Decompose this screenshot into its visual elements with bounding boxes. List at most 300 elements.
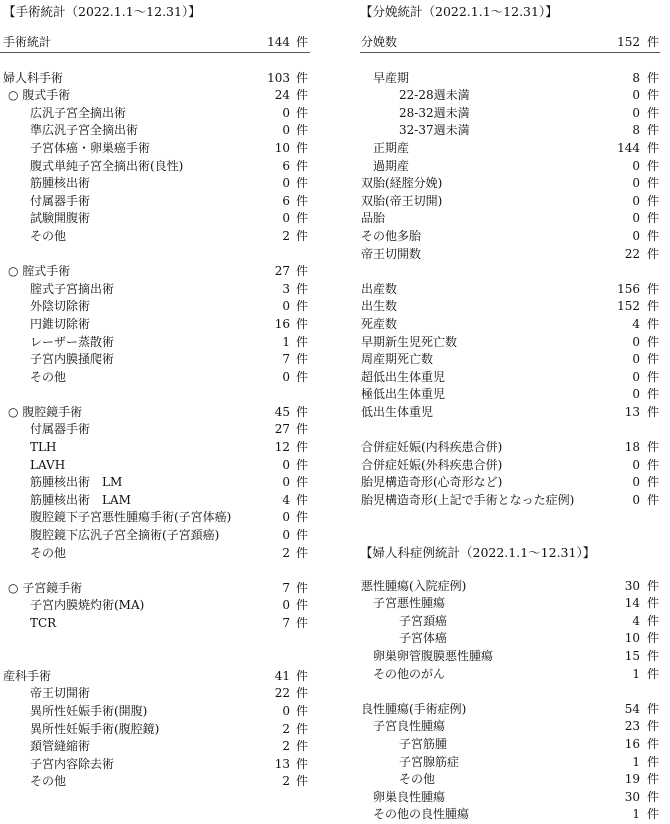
row-label: 腟式子宮摘出術 [30, 281, 115, 296]
row-unit: 件 [647, 596, 660, 611]
row-label: 筋腫核出術 [30, 176, 91, 191]
row-value: 0 [632, 387, 640, 402]
table-row [360, 175, 670, 193]
row-unit: 件 [296, 422, 309, 437]
row-value: 13 [624, 404, 640, 419]
row-value: 152 [617, 299, 640, 314]
row-label: 筋腫核出術 LM [30, 475, 123, 490]
table-row [360, 439, 670, 457]
table-row [0, 175, 320, 193]
table-row [0, 351, 320, 369]
row-value: 2 [282, 774, 290, 789]
row-value: 54 [624, 701, 640, 716]
row-label: 出生数 [361, 299, 398, 314]
row-label: 28-32週未満 [399, 105, 470, 120]
row-label: ○ 腹腔鏡手術 [8, 404, 83, 419]
row-value: 0 [282, 105, 290, 120]
row-unit: 件 [647, 457, 660, 472]
row-label: 帝王切開術 [30, 686, 91, 701]
table-row [360, 666, 670, 684]
table-row [0, 721, 320, 739]
row-value: 156 [617, 281, 640, 296]
row-label: 22-28週未満 [399, 88, 470, 103]
row-label: TCR [30, 616, 57, 630]
table-row [0, 298, 320, 316]
table-row [360, 122, 670, 140]
row-label: 良性腫瘍(手術症例) [361, 701, 467, 716]
spacer-row [0, 386, 320, 404]
row-value: 1 [282, 334, 290, 349]
row-label: 合併症妊娠(内科疾患合併) [361, 440, 503, 455]
row-unit: 件 [647, 140, 660, 155]
row-value: 6 [282, 158, 290, 173]
row-unit: 件 [647, 70, 660, 85]
row-label: 胎児構造奇形(心奇形など) [361, 475, 503, 490]
row-value: 1 [632, 666, 640, 681]
row-unit: 件 [296, 404, 309, 419]
row-value: 0 [282, 369, 290, 384]
row-label: 卵巣良性腫瘍 [373, 789, 446, 804]
row-unit: 件 [647, 158, 660, 173]
row-value: 4 [632, 613, 640, 628]
delivery-total-unit: 件 [647, 35, 660, 49]
row-value: 0 [632, 492, 640, 507]
row-unit: 件 [647, 736, 660, 751]
row-value: 7 [282, 616, 290, 630]
row-label: 32-37週未満 [399, 123, 470, 138]
row-unit: 件 [647, 123, 660, 138]
row-unit: 件 [647, 211, 660, 226]
table-row [0, 580, 320, 598]
row-label: その他 [30, 545, 67, 560]
table-row [360, 369, 670, 387]
row-unit: 件 [296, 616, 309, 630]
row-unit: 件 [296, 281, 309, 296]
row-value: 0 [282, 299, 290, 314]
table-row [0, 439, 320, 457]
table-row [0, 509, 320, 527]
table-row [360, 334, 670, 352]
row-label: 胎児構造奇形(上記で手術となった症例) [361, 492, 575, 507]
row-label: 子宮腺筋症 [399, 754, 460, 769]
row-label: 産科手術 [3, 668, 52, 683]
spacer-row [360, 263, 670, 281]
row-unit: 件 [296, 369, 309, 384]
row-unit: 件 [296, 668, 309, 683]
row-label: 子宮体癌 [399, 631, 448, 646]
row-label: 試験開腹術 [30, 211, 91, 226]
surgery-total-value: 144 [267, 35, 290, 49]
table-row [0, 685, 320, 703]
row-value: 15 [624, 648, 640, 663]
row-unit: 件 [647, 789, 660, 804]
row-unit: 件 [296, 440, 309, 455]
table-row [360, 210, 670, 228]
delivery-total-value: 152 [617, 35, 640, 49]
row-unit: 件 [296, 176, 309, 191]
surgery-total-label: 手術統計 [3, 35, 52, 49]
row-unit: 件 [647, 299, 660, 314]
row-value: 0 [632, 88, 640, 103]
table-row [360, 648, 670, 666]
delivery-total-row [360, 34, 670, 52]
table-row [360, 87, 670, 105]
row-unit: 件 [296, 70, 309, 85]
row-label: その他多胎 [361, 228, 422, 243]
row-unit: 件 [296, 598, 309, 613]
row-value: 0 [282, 176, 290, 191]
row-label: 早期新生児死亡数 [361, 334, 458, 349]
row-value: 8 [632, 70, 640, 85]
row-value: 6 [282, 193, 290, 208]
row-label: その他の良性腫瘍 [373, 807, 470, 822]
row-unit: 件 [296, 211, 309, 226]
row-unit: 件 [647, 440, 660, 455]
table-row [360, 105, 670, 123]
table-row [0, 70, 320, 88]
row-label: 腹腔鏡下子宮悪性腫瘍手術(子宮体癌) [30, 510, 232, 525]
table-row [360, 754, 670, 772]
row-label: 悪性腫瘍(入院症例) [361, 578, 467, 593]
table-row [0, 615, 320, 633]
row-unit: 件 [296, 193, 309, 208]
row-value: 27 [274, 422, 290, 437]
row-unit: 件 [296, 686, 309, 701]
spacer-row [360, 421, 670, 439]
table-row [0, 492, 320, 510]
table-row [0, 105, 320, 123]
table-row [360, 298, 670, 316]
row-value: 144 [617, 140, 640, 155]
row-value: 0 [632, 457, 640, 472]
delivery-section-title: 【分娩統計（2022.1.1～12.31）】 [360, 4, 558, 19]
table-row [360, 771, 670, 789]
row-unit: 件 [647, 352, 660, 367]
table-row [360, 789, 670, 807]
row-unit: 件 [647, 492, 660, 507]
surgery-rows [0, 52, 320, 791]
row-unit: 件 [296, 739, 309, 754]
row-value: 0 [282, 703, 290, 718]
row-label: 早産期 [373, 70, 410, 85]
row-label: 低出生体重児 [361, 404, 434, 419]
spacer-row [360, 560, 670, 578]
surgery-section-title: 【手術統計（2022.1.1～12.31）】 [3, 4, 201, 19]
row-unit: 件 [647, 719, 660, 734]
row-label: 腹式単純子宮全摘出術(良性) [30, 158, 184, 173]
row-value: 103 [267, 70, 290, 85]
row-value: 16 [624, 736, 640, 751]
table-row [360, 281, 670, 299]
table-row [360, 718, 670, 736]
table-row [0, 703, 320, 721]
table-row [0, 140, 320, 158]
row-value: 0 [632, 369, 640, 384]
row-value: 2 [282, 545, 290, 560]
row-label: レーザー蒸散術 [30, 334, 115, 349]
row-value: 24 [274, 88, 290, 103]
row-label: 付属器手術 [30, 422, 91, 437]
table-row [360, 228, 670, 246]
row-unit: 件 [296, 264, 309, 279]
row-unit: 件 [647, 193, 660, 208]
table-row [360, 492, 670, 510]
row-value: 27 [274, 264, 290, 279]
row-label: その他のがん [373, 666, 446, 681]
row-unit: 件 [296, 721, 309, 736]
table-row [360, 595, 670, 613]
table-row [0, 545, 320, 563]
row-label: 双胎(経腟分娩) [361, 176, 443, 191]
row-label: 双胎(帝王切開) [361, 193, 443, 208]
row-unit: 件 [647, 105, 660, 120]
row-unit: 件 [296, 123, 309, 138]
row-value: 10 [274, 140, 290, 155]
row-value: 0 [632, 334, 640, 349]
row-unit: 件 [647, 404, 660, 419]
row-value: 2 [282, 721, 290, 736]
row-value: 4 [632, 316, 640, 331]
row-unit: 件 [647, 369, 660, 384]
row-value: 7 [282, 352, 290, 367]
table-row [0, 474, 320, 492]
row-value: 2 [282, 228, 290, 243]
row-label: TLH [30, 440, 57, 455]
row-unit: 件 [296, 228, 309, 243]
row-label: 婦人科手術 [3, 70, 64, 85]
table-row [360, 140, 670, 158]
row-label: 極低出生体重児 [361, 387, 446, 402]
row-value: 19 [624, 772, 640, 787]
row-value: 0 [632, 352, 640, 367]
row-value: 30 [624, 578, 640, 593]
row-value: 14 [624, 596, 640, 611]
row-unit: 件 [647, 613, 660, 628]
table-row [360, 386, 670, 404]
row-unit: 件 [647, 631, 660, 646]
row-value: 0 [282, 123, 290, 138]
delivery-rows [360, 52, 670, 509]
row-unit: 件 [647, 754, 660, 769]
table-row [360, 246, 670, 264]
row-value: 22 [624, 246, 640, 261]
row-value: 12 [274, 440, 290, 455]
row-unit: 件 [296, 492, 309, 507]
row-unit: 件 [296, 510, 309, 525]
table-row [0, 228, 320, 246]
row-label: 異所性妊娠手術(開腹) [30, 703, 148, 718]
gyn-cases-rows [360, 560, 670, 824]
row-label: 子宮頚癌 [399, 613, 448, 628]
table-row [360, 736, 670, 754]
row-label: 広汎子宮全摘出術 [30, 105, 127, 120]
spacer-row [0, 562, 320, 580]
row-value: 7 [282, 580, 290, 595]
row-label: 超低出生体重児 [361, 369, 446, 384]
row-unit: 件 [647, 334, 660, 349]
row-label: 合併症妊娠(外科疾患合併) [361, 457, 503, 472]
table-row [360, 193, 670, 211]
row-label: 外陰切除術 [30, 299, 91, 314]
table-row [0, 597, 320, 615]
spacer-row [0, 246, 320, 264]
row-value: 0 [282, 528, 290, 543]
row-label: その他 [30, 228, 67, 243]
table-row [360, 316, 670, 334]
surgery-total-row [0, 34, 320, 52]
row-value: 0 [632, 158, 640, 173]
row-label: 正期産 [373, 140, 410, 155]
table-row [0, 122, 320, 140]
row-label: 品胎 [361, 211, 386, 226]
row-value: 0 [632, 211, 640, 226]
row-value: 0 [632, 475, 640, 490]
row-unit: 件 [296, 703, 309, 718]
row-label: 卵巣卵管腹膜悪性腫瘍 [373, 648, 494, 663]
row-value: 16 [274, 316, 290, 331]
row-label: 子宮内膜掻爬術 [30, 352, 115, 367]
row-value: 0 [632, 176, 640, 191]
row-unit: 件 [296, 528, 309, 543]
table-row [0, 668, 320, 686]
table-row [0, 738, 320, 756]
row-value: 3 [282, 281, 290, 296]
row-unit: 件 [296, 158, 309, 173]
row-value: 4 [282, 492, 290, 507]
table-row [360, 474, 670, 492]
row-value: 8 [632, 123, 640, 138]
row-unit: 件 [296, 457, 309, 472]
table-row [360, 578, 670, 596]
table-row [0, 281, 320, 299]
row-label: 子宮体癌・卵巣癌手術 [30, 140, 151, 155]
row-value: 45 [274, 404, 290, 419]
row-unit: 件 [296, 334, 309, 349]
table-row [0, 404, 320, 422]
table-row [360, 70, 670, 88]
row-label: 準広汎子宮全摘出術 [30, 123, 139, 138]
table-row [0, 158, 320, 176]
row-unit: 件 [296, 756, 309, 771]
row-unit: 件 [647, 648, 660, 663]
row-unit: 件 [296, 316, 309, 331]
gyn-cases-section-title: 【婦人科症例統計（2022.1.1～12.31）】 [360, 545, 596, 560]
row-label: LAVH [30, 457, 66, 472]
table-row [360, 351, 670, 369]
delivery-total-label: 分娩数 [361, 35, 398, 49]
row-label: 腹腔鏡下広汎子宮全摘術(子宮頚癌) [30, 528, 220, 543]
row-unit: 件 [647, 475, 660, 490]
row-value: 18 [624, 440, 640, 455]
table-row [0, 210, 320, 228]
row-value: 2 [282, 739, 290, 754]
row-unit: 件 [647, 316, 660, 331]
row-label: 円錐切除術 [30, 316, 91, 331]
spacer-row [0, 650, 320, 668]
row-value: 10 [624, 631, 640, 646]
table-row [0, 263, 320, 281]
table-row [0, 369, 320, 387]
row-unit: 件 [647, 88, 660, 103]
row-unit: 件 [296, 105, 309, 120]
table-row [0, 193, 320, 211]
row-label: ○ 腟式手術 [8, 264, 71, 279]
table-row [0, 87, 320, 105]
table-row [360, 404, 670, 422]
row-unit: 件 [296, 774, 309, 789]
row-unit: 件 [647, 387, 660, 402]
row-unit: 件 [647, 701, 660, 716]
row-value: 23 [624, 719, 640, 734]
row-value: 22 [274, 686, 290, 701]
table-row [0, 421, 320, 439]
row-label: 付属器手術 [30, 193, 91, 208]
table-row [0, 756, 320, 774]
row-value: 0 [282, 457, 290, 472]
row-label: 周産期死亡数 [361, 352, 434, 367]
spacer-row [0, 633, 320, 651]
row-label: 出産数 [361, 281, 398, 296]
row-value: 0 [632, 193, 640, 208]
row-value: 13 [274, 756, 290, 771]
row-unit: 件 [296, 475, 309, 490]
row-value: 0 [282, 510, 290, 525]
row-unit: 件 [647, 281, 660, 296]
row-label: 子宮悪性腫瘍 [373, 596, 446, 611]
row-value: 30 [624, 789, 640, 804]
spacer-row [360, 52, 670, 70]
table-row [360, 806, 670, 824]
row-unit: 件 [647, 807, 660, 822]
row-label: ○ 腹式手術 [8, 88, 71, 103]
row-label: ○ 子宮鏡手術 [8, 580, 83, 595]
spacer-row [0, 52, 320, 70]
row-unit: 件 [296, 545, 309, 560]
row-label: 帝王切開数 [361, 246, 422, 261]
table-row [0, 316, 320, 334]
row-unit: 件 [296, 140, 309, 155]
row-value: 41 [274, 668, 290, 683]
row-label: 過期産 [373, 158, 410, 173]
row-value: 0 [632, 228, 640, 243]
row-label: 死産数 [361, 316, 398, 331]
table-row [0, 457, 320, 475]
row-value: 1 [632, 754, 640, 769]
table-row [0, 334, 320, 352]
row-value: 0 [632, 105, 640, 120]
row-label: その他 [30, 774, 67, 789]
table-row [360, 613, 670, 631]
row-unit: 件 [647, 176, 660, 191]
row-unit: 件 [647, 246, 660, 261]
row-label: 異所性妊娠手術(腹腔鏡) [30, 721, 160, 736]
row-unit: 件 [296, 580, 309, 595]
row-value: 0 [282, 598, 290, 613]
table-row [360, 158, 670, 176]
row-unit: 件 [296, 299, 309, 314]
row-label: 子宮良性腫瘍 [373, 719, 446, 734]
row-unit: 件 [296, 88, 309, 103]
row-label: 子宮内容除去術 [30, 756, 115, 771]
row-value: 1 [632, 807, 640, 822]
table-row [0, 773, 320, 791]
surgery-total-unit: 件 [296, 35, 309, 49]
row-unit: 件 [647, 228, 660, 243]
row-label: 子宮内膜焼灼術(MA) [30, 598, 145, 613]
spacer-row [360, 683, 670, 701]
row-label: 頚管縫縮術 [30, 739, 91, 754]
row-label: その他 [30, 369, 67, 384]
